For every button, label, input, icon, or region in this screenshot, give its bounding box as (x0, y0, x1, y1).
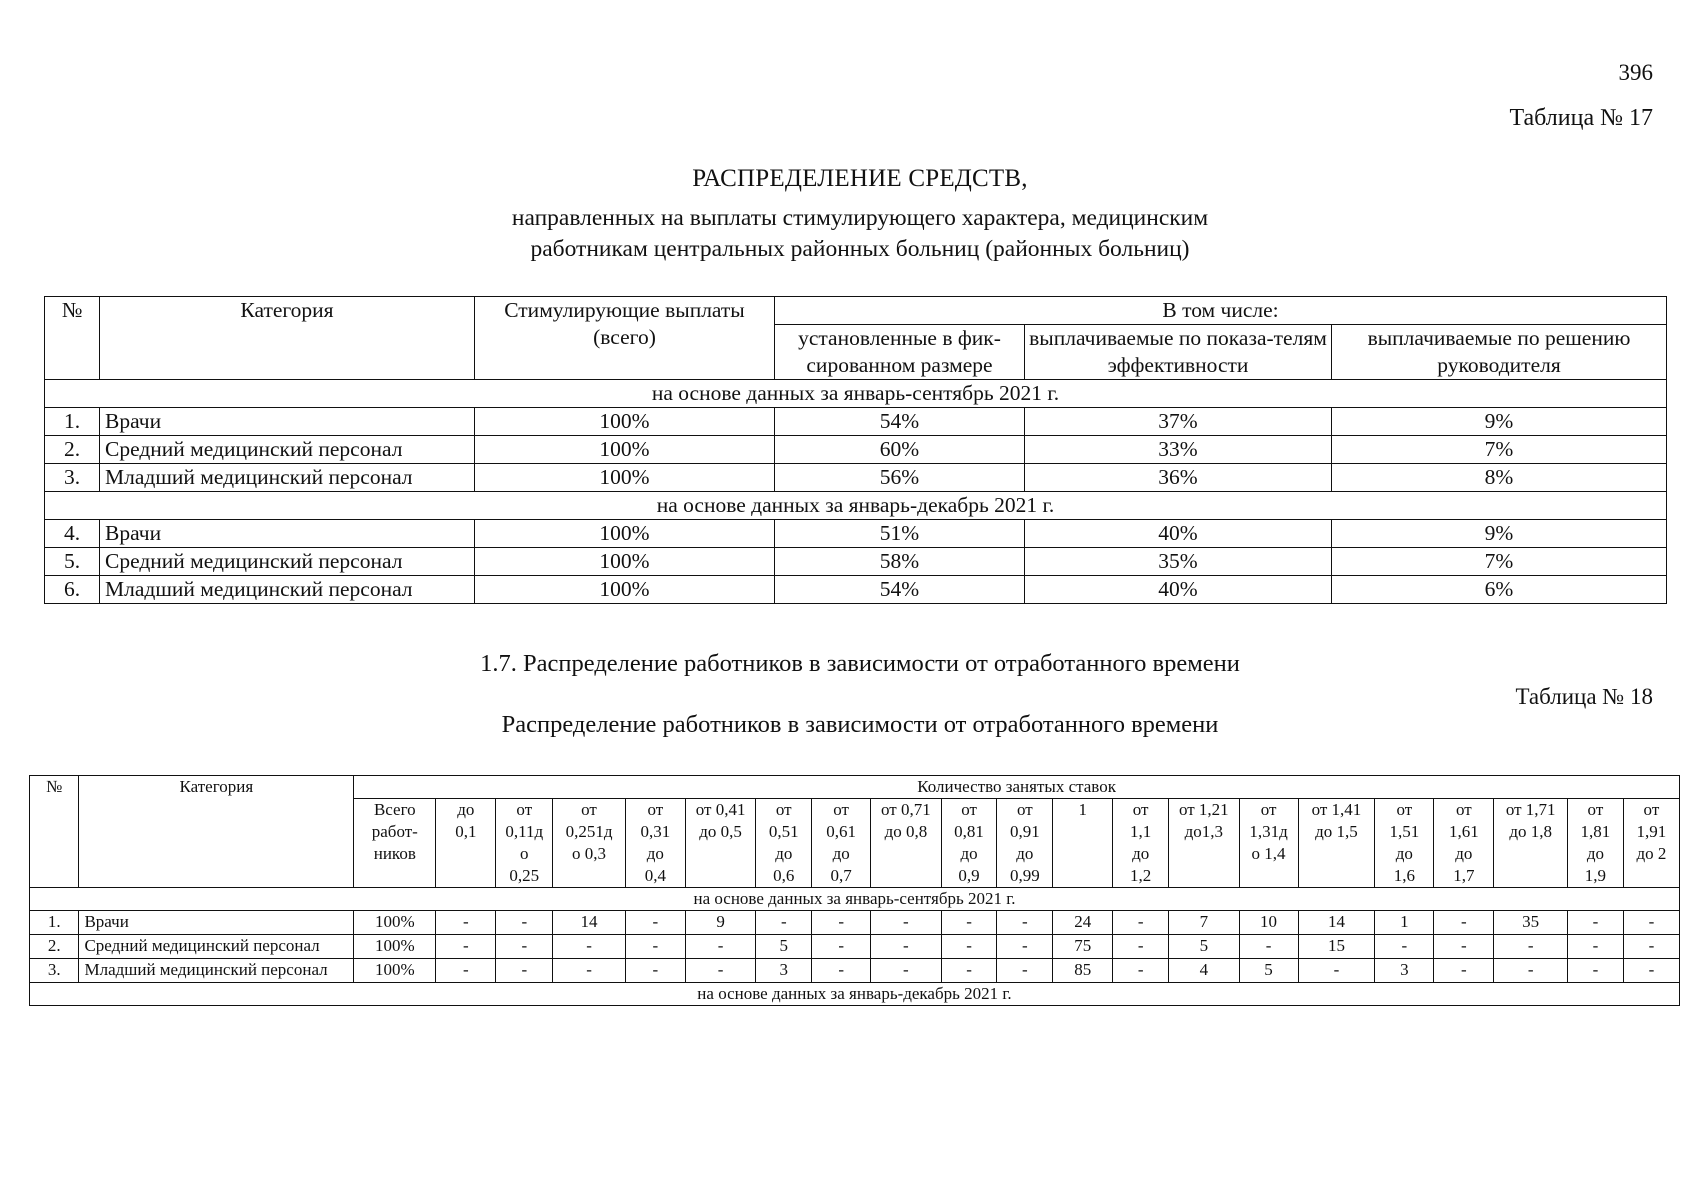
t17-section-row (45, 380, 1667, 408)
t18-cell: - (436, 959, 496, 983)
t18-header-col (625, 799, 685, 888)
t17-cell-performance: 40% (1025, 576, 1332, 604)
t18-header-col-line: от (1643, 800, 1660, 819)
t18-cell: 10 (1239, 911, 1298, 935)
t18-row-num: 2. (30, 935, 79, 959)
t18-header-col (812, 799, 871, 888)
t18-cell: - (941, 959, 997, 983)
t18-table-row (30, 935, 1680, 959)
t18-header-col-line: 1,31д (1249, 822, 1288, 841)
t17-cell-performance: 33% (1025, 436, 1332, 464)
t17-table-row (45, 548, 1667, 576)
t18-cell: - (625, 959, 685, 983)
t18-cell: 4 (1169, 959, 1240, 983)
t17-header-category: Категория (100, 297, 475, 380)
t18-cell: - (1434, 959, 1494, 983)
t18-header-col-line: от (647, 800, 664, 819)
t18-cell: 5 (756, 935, 812, 959)
t18-cell: 14 (553, 911, 626, 935)
t18-cell: 3 (1375, 959, 1434, 983)
t17-cell-performance: 37% (1025, 408, 1332, 436)
t18-header-col-line: до (960, 844, 978, 863)
section-heading: 1.7. Распределение работников в зависимости от отработанного времени (480, 650, 1240, 677)
t18-cell: 9 (685, 911, 756, 935)
t18-header-col-line: 0,25 (509, 866, 540, 885)
t18-header-col-line: от (775, 800, 792, 819)
t18-header-col-line: до1,3 (1184, 822, 1224, 841)
t18-header-col-line: о 1,4 (1251, 844, 1286, 863)
t18-cell: 14 (1298, 911, 1375, 935)
t18-header-col (1053, 799, 1113, 888)
t17-table-row (45, 464, 1667, 492)
t18-cell: 85 (1053, 959, 1113, 983)
t18-cell: 24 (1053, 911, 1113, 935)
t18-cell: - (812, 935, 871, 959)
t17-table-row (45, 408, 1667, 436)
t17-row-num: 2. (45, 436, 100, 464)
t18-row-num: 3. (30, 959, 79, 983)
t18-cell: - (553, 959, 626, 983)
t18-header-col-line: 0,6 (773, 866, 795, 885)
t18-header-col-line: ников (373, 844, 416, 863)
t18-cell: - (496, 935, 553, 959)
t18-header-col-line: до 0,8 (884, 822, 928, 841)
t18-cell: - (871, 911, 942, 935)
t18-row-category: Младший медицинский персонал (79, 959, 354, 983)
t17-header-manager: выплачиваемые по решению руководителя (1332, 325, 1667, 380)
t18-header-col (1623, 799, 1679, 888)
t17-section-row (45, 492, 1667, 520)
t18-header-col-line: до 1,8 (1509, 822, 1552, 841)
t17-cell-fixed: 54% (775, 576, 1025, 604)
t18-cell: - (685, 959, 756, 983)
t18-header-col-line: 1,7 (1453, 866, 1475, 885)
t18-cell: - (1298, 959, 1375, 983)
t18-header-group: Количество занятых ставок (354, 776, 1680, 799)
t18-header-col-line: от 0,41 (695, 800, 746, 819)
t18-header-col-line: 1,81 (1580, 822, 1611, 841)
t17-row-category: Врачи (100, 520, 475, 548)
t18-header-col-line: до (1395, 844, 1413, 863)
t18-header-col (1113, 799, 1169, 888)
t18-header-col-line: 0,81 (954, 822, 984, 841)
t17-cell-performance: 40% (1025, 520, 1332, 548)
t18-header-col-line: от (1260, 800, 1277, 819)
t18-header-col-line: от (1587, 800, 1604, 819)
t18-header-col-line: от 1,41 (1311, 800, 1362, 819)
t18-header-col-line: до (1016, 844, 1034, 863)
t18-cell: - (1113, 911, 1169, 935)
t17-cell-total: 100% (475, 436, 775, 464)
table17-label: Таблица № 17 (1509, 105, 1653, 131)
t18-cell: - (1623, 935, 1679, 959)
t18-header-col (1169, 799, 1240, 888)
t17-header-fixed: установленные в фик-сированном размере (775, 325, 1025, 380)
t18-cell: - (1113, 959, 1169, 983)
t18-header-col (685, 799, 756, 888)
t18-cell: - (1239, 935, 1298, 959)
t18-cell: - (1494, 935, 1568, 959)
t18-header-col (941, 799, 997, 888)
t18-cell: 100% (354, 959, 436, 983)
t17-cell-fixed: 60% (775, 436, 1025, 464)
t18-header-col (756, 799, 812, 888)
t18-table-row (30, 911, 1680, 935)
t18-cell: - (997, 911, 1053, 935)
t18-header-col-line: 1,6 (1393, 866, 1415, 885)
table17-subtitle-line2: работникам центральных районных больниц (районных больниц) (530, 236, 1190, 262)
table17-subtitle (0, 203, 1697, 265)
t18-header-col-line: до (1586, 844, 1604, 863)
t17-row-category: Средний медицинский персонал (100, 436, 475, 464)
t17-header-num: № (45, 297, 100, 380)
t17-section-label: на основе данных за январь-декабрь 2021 г. (45, 492, 1667, 520)
t18-row-category: Средний медицинский персонал (79, 935, 354, 959)
table18-header-row-1 (30, 776, 1680, 799)
t18-cell: - (1375, 935, 1434, 959)
t18-cell: - (941, 911, 997, 935)
t18-header-col-line: 1,9 (1584, 866, 1607, 885)
t18-header-col (997, 799, 1053, 888)
t18-cell: - (997, 959, 1053, 983)
t17-cell-fixed: 58% (775, 548, 1025, 576)
t18-header-col-line: 0,251д (565, 822, 613, 841)
t18-header-col-line: 0,51 (768, 822, 799, 841)
t18-cell: - (496, 911, 553, 935)
t18-header-col-line: до 2 (1636, 844, 1667, 863)
t18-header-col (436, 799, 496, 888)
t18-section-label: на основе данных за январь-декабрь 2021 г. (30, 983, 1680, 1006)
t18-cell: - (625, 911, 685, 935)
t18-header-col-line: 0,91 (1009, 822, 1040, 841)
t18-cell: 75 (1053, 935, 1113, 959)
t18-cell: 5 (1239, 959, 1298, 983)
t18-header-col-line: от (516, 800, 533, 819)
t18-header-col-line: до (1132, 844, 1150, 863)
t18-cell: 100% (354, 911, 436, 935)
t18-header-col-line: до (457, 800, 475, 819)
t17-cell-performance: 36% (1025, 464, 1332, 492)
t18-header-col-line: о (520, 844, 529, 863)
t18-cell: - (756, 911, 812, 935)
t18-cell: - (812, 959, 871, 983)
t17-cell-manager: 7% (1332, 548, 1667, 576)
t18-header-col (1375, 799, 1434, 888)
t18-header-col-line: от (1455, 800, 1472, 819)
t18-header-col-line: от (1132, 800, 1149, 819)
t17-cell-fixed: 56% (775, 464, 1025, 492)
t18-section-label: на основе данных за январь-сентябрь 2021 г. (30, 888, 1680, 911)
t17-cell-total: 100% (475, 548, 775, 576)
t18-cell: - (1434, 911, 1494, 935)
t17-cell-manager: 7% (1332, 436, 1667, 464)
t17-cell-manager: 9% (1332, 408, 1667, 436)
t17-cell-performance: 35% (1025, 548, 1332, 576)
t18-cell: - (1623, 959, 1679, 983)
t18-header-col-line: 1,2 (1130, 866, 1152, 885)
t17-row-category: Средний медицинский персонал (100, 548, 475, 576)
t17-table-row (45, 436, 1667, 464)
t18-header-col-line: от (1396, 800, 1413, 819)
t18-cell: - (1568, 911, 1624, 935)
t17-row-num: 1. (45, 408, 100, 436)
t18-header-col-line: 1,91 (1636, 822, 1667, 841)
t18-cell: 35 (1494, 911, 1568, 935)
t18-cell: - (812, 911, 871, 935)
t18-header-col-line: от (1016, 800, 1033, 819)
t18-cell: - (436, 935, 496, 959)
t17-table-row (45, 520, 1667, 548)
t18-cell: 100% (354, 935, 436, 959)
t18-header-col (1434, 799, 1494, 888)
page-number: 396 (1618, 60, 1653, 85)
t18-cell: - (1434, 935, 1494, 959)
t18-header-col (1494, 799, 1568, 888)
t18-header-col (553, 799, 626, 888)
t18-header-col-line: 0,7 (830, 866, 852, 885)
t18-header-col-line: 0,1 (455, 822, 477, 841)
table18-label: Таблица № 18 (1515, 684, 1653, 709)
t18-section-row (30, 983, 1680, 1006)
t18-cell: - (496, 959, 553, 983)
t18-header-col-line: от 1,71 (1505, 800, 1556, 819)
t18-header-col-line: до 0,5 (699, 822, 742, 841)
t18-cell: 15 (1298, 935, 1375, 959)
table17-subtitle-line1: направленных на выплаты стимулирующего характера, медицинским (511, 205, 1209, 231)
t17-cell-total: 100% (475, 464, 775, 492)
t17-row-category: Младший медицинский персонал (100, 464, 475, 492)
t18-cell: - (1568, 935, 1624, 959)
t18-header-col-line: до (646, 844, 664, 863)
t17-cell-manager: 9% (1332, 520, 1667, 548)
table17-title: РАСПРЕДЕЛЕНИЕ СРЕДСТВ, (692, 165, 1028, 192)
t17-row-category: Врачи (100, 408, 475, 436)
t18-header-col-line: 1 (1078, 800, 1087, 819)
t18-cell: - (1113, 935, 1169, 959)
table18 (29, 775, 1680, 1006)
t18-header-col-line: от 0,71 (881, 800, 931, 819)
t18-header-col (1239, 799, 1298, 888)
t18-section-row (30, 888, 1680, 911)
t18-cell: - (941, 935, 997, 959)
t18-header-col-line: до 1,5 (1315, 822, 1358, 841)
t17-table-row (45, 576, 1667, 604)
t18-header-col-line: 0,11д (505, 822, 544, 841)
t18-header-col-line: Всего (373, 800, 416, 819)
t17-row-num: 4. (45, 520, 100, 548)
t18-cell: - (1568, 959, 1624, 983)
t17-section-label: на основе данных за январь-сентябрь 2021 г. (45, 380, 1667, 408)
t18-header-col-line: от (833, 800, 849, 819)
table17 (44, 296, 1667, 604)
t17-header-including: В том числе: (775, 297, 1667, 325)
t18-cell: 1 (1375, 911, 1434, 935)
t17-header-performance: выплачиваемые по показа-телям эффективности (1025, 325, 1332, 380)
t18-cell: 3 (756, 959, 812, 983)
t18-header-col (1568, 799, 1624, 888)
t18-header-col-line: о 0,3 (572, 844, 607, 863)
t18-header-col-line: 0,31 (640, 822, 671, 841)
t18-header-col (354, 799, 436, 888)
t18-header-col (871, 799, 942, 888)
t18-header-col-line: 1,61 (1448, 822, 1479, 841)
t18-cell: - (871, 959, 942, 983)
t17-row-category: Младший медицинский персонал (100, 576, 475, 604)
t17-cell-fixed: 51% (775, 520, 1025, 548)
table18-body (30, 888, 1680, 1006)
t18-header-col-line: 1,1 (1130, 822, 1152, 841)
t17-cell-total: 100% (475, 520, 775, 548)
t18-header-col-line: 0,61 (826, 822, 857, 841)
t18-cell: - (1494, 959, 1568, 983)
t18-header-category: Категория (79, 776, 354, 888)
t17-cell-total: 100% (475, 576, 775, 604)
t18-header-num: № (30, 776, 79, 888)
t17-cell-total: 100% (475, 408, 775, 436)
t18-cell: - (553, 935, 626, 959)
t18-cell: 5 (1169, 935, 1240, 959)
t18-row-category: Врачи (79, 911, 354, 935)
t18-header-col-line: до (1455, 844, 1473, 863)
t17-row-num: 5. (45, 548, 100, 576)
t17-cell-fixed: 54% (775, 408, 1025, 436)
t18-header-col-line: 0,9 (958, 866, 980, 885)
t17-row-num: 3. (45, 464, 100, 492)
t18-header-col (1298, 799, 1375, 888)
t18-cell: - (871, 935, 942, 959)
t18-cell: - (997, 935, 1053, 959)
t18-header-col-line: от (961, 800, 977, 819)
t17-header-total: Стимулирующие выплаты (всего) (475, 297, 775, 380)
t18-row-num: 1. (30, 911, 79, 935)
t18-header-col (496, 799, 553, 888)
t18-header-col-line: от 1,21 (1178, 800, 1229, 819)
t18-cell: - (1623, 911, 1679, 935)
t18-cell: - (436, 911, 496, 935)
t18-header-col-line: до (832, 844, 850, 863)
table17-body (45, 380, 1667, 604)
t18-header-col-line: работ- (371, 822, 418, 841)
t18-table-row (30, 959, 1680, 983)
table18-title: Распределение работников в зависимости от отработанного времени (501, 711, 1219, 738)
t17-cell-manager: 6% (1332, 576, 1667, 604)
t18-header-col-line: от (581, 800, 597, 819)
table17-header-row-1 (45, 297, 1667, 325)
t18-header-col-line: 1,51 (1389, 822, 1420, 841)
t18-header-col-line: 0,4 (644, 866, 666, 885)
t18-header-col-line: до (775, 844, 793, 863)
t17-cell-manager: 8% (1332, 464, 1667, 492)
t18-cell: 7 (1169, 911, 1240, 935)
t18-cell: - (625, 935, 685, 959)
t17-row-num: 6. (45, 576, 100, 604)
t18-header-col-line: 0,99 (1009, 866, 1040, 885)
t18-cell: - (685, 935, 756, 959)
